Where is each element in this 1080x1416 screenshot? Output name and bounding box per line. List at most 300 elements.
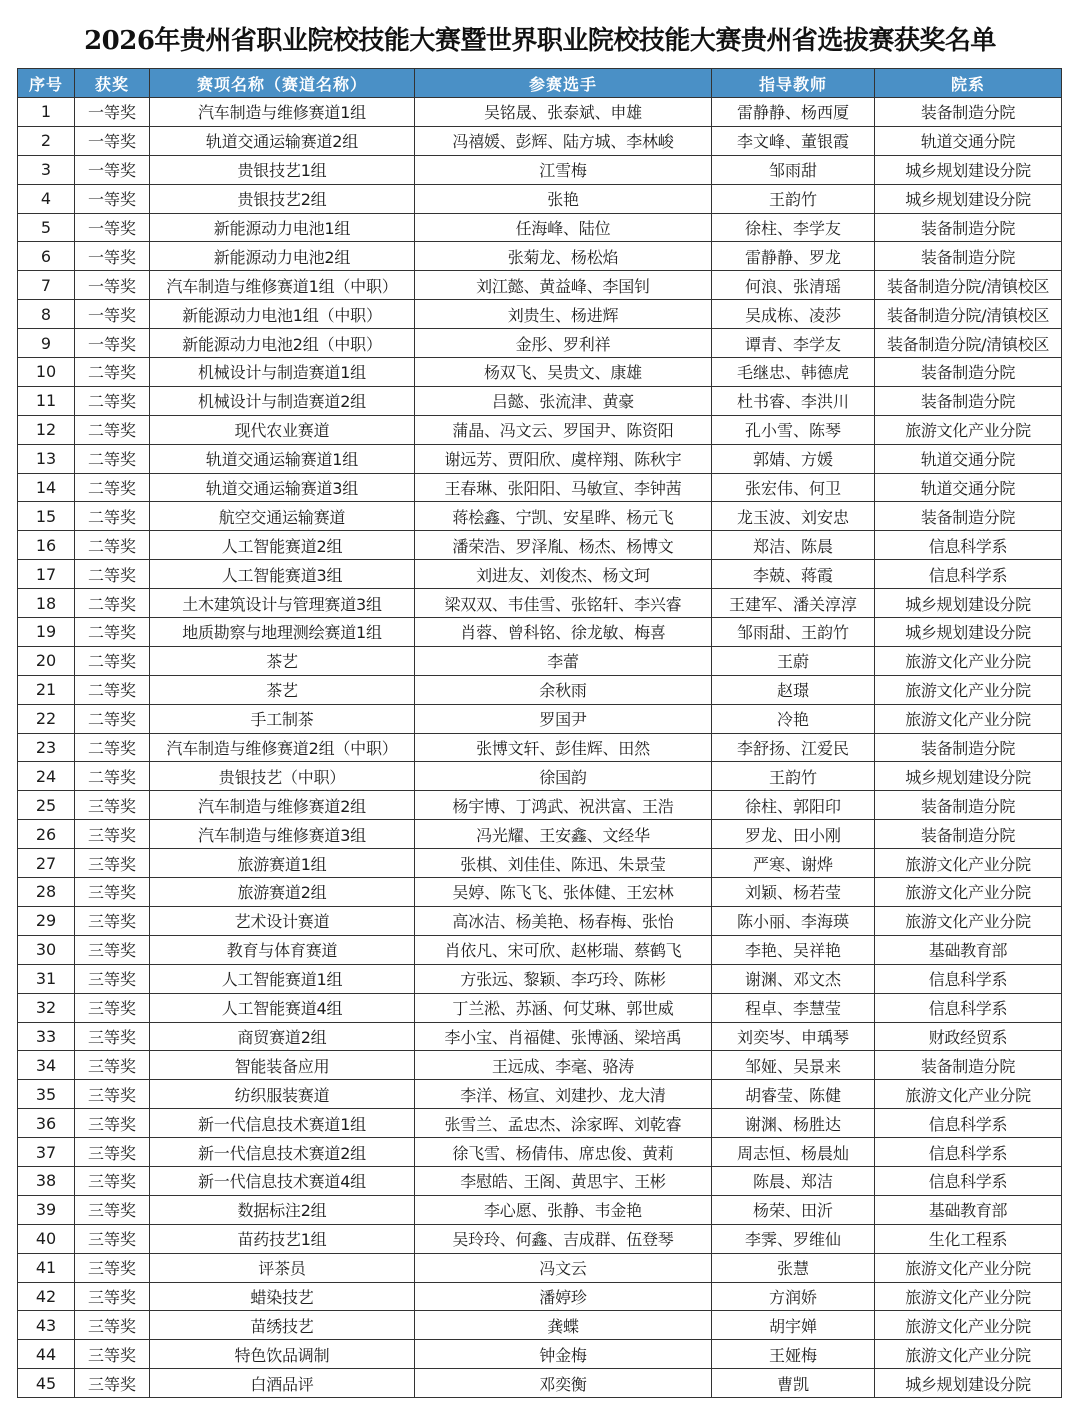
cell-department: 信息科学系 [875,1109,1062,1138]
cell-teachers: 张宏伟、何卫 [712,473,875,502]
table-row [18,213,1062,242]
cell-students: 徐国韵 [415,762,712,791]
cell-students: 方张远、黎颖、李巧玲、陈彬 [415,964,712,993]
cell-department: 轨道交通分院 [875,444,1062,473]
cell-students: 谢远芳、贾阳欣、虞梓翔、陈秋宇 [415,444,712,473]
table-row [18,589,1062,618]
cell-award: 二等奖 [75,589,150,618]
cell-department: 装备制造分院 [875,213,1062,242]
cell-students: 冯禧媛、彭辉、陆方城、李林峻 [415,126,712,155]
cell-event: 贵银技艺1组 [150,155,415,184]
cell-department: 装备制造分院 [875,386,1062,415]
cell-teachers: 罗龙、田小刚 [712,820,875,849]
cell-number: 26 [18,820,75,849]
column-header-award: 获奖 [75,69,150,98]
table-row [18,1138,1062,1167]
cell-teachers: 曹凯 [712,1369,875,1398]
cell-department: 城乡规划建设分院 [875,618,1062,647]
cell-event: 新能源动力电池2组 [150,242,415,271]
cell-students: 金彤、罗利祥 [415,329,712,358]
cell-event: 纺织服装赛道 [150,1080,415,1109]
column-header-teachers: 指导教师 [712,69,875,98]
cell-number: 40 [18,1224,75,1253]
cell-number: 19 [18,618,75,647]
cell-event: 特色饮品调制 [150,1340,415,1369]
cell-department: 装备制造分院 [875,242,1062,271]
cell-teachers: 刘奕岑、申瑀琴 [712,1022,875,1051]
cell-award: 三等奖 [75,1022,150,1051]
cell-students: 杨双飞、吴贵文、康雄 [415,358,712,387]
cell-event: 航空交通运输赛道 [150,502,415,531]
cell-number: 24 [18,762,75,791]
cell-number: 29 [18,906,75,935]
cell-number: 7 [18,271,75,300]
cell-award: 三等奖 [75,820,150,849]
cell-award: 三等奖 [75,1195,150,1224]
cell-department: 信息科学系 [875,1166,1062,1195]
cell-number: 36 [18,1109,75,1138]
cell-students: 江雪梅 [415,155,712,184]
cell-award: 三等奖 [75,1253,150,1282]
cell-award: 二等奖 [75,675,150,704]
cell-department: 基础教育部 [875,1195,1062,1224]
cell-teachers: 陈晨、郑洁 [712,1166,875,1195]
table-row [18,733,1062,762]
cell-event: 人工智能赛道3组 [150,560,415,589]
cell-event: 汽车制造与维修赛道1组（中职） [150,271,415,300]
column-header-department: 院系 [875,69,1062,98]
table-row [18,675,1062,704]
cell-number: 2 [18,126,75,155]
cell-event: 新能源动力电池1组 [150,213,415,242]
cell-teachers: 雷静静、杨西厦 [712,98,875,127]
cell-teachers: 方润娇 [712,1282,875,1311]
cell-students: 潘荣浩、罗泽胤、杨杰、杨博文 [415,531,712,560]
cell-teachers: 谢渊、邓文杰 [712,964,875,993]
cell-award: 一等奖 [75,213,150,242]
table-row [18,98,1062,127]
cell-number: 39 [18,1195,75,1224]
cell-teachers: 李霁、罗维仙 [712,1224,875,1253]
cell-students: 吕懿、张流津、黄豪 [415,386,712,415]
cell-award: 三等奖 [75,906,150,935]
table-row [18,1022,1062,1051]
cell-students: 刘进友、刘俊杰、杨文珂 [415,560,712,589]
cell-students: 余秋雨 [415,675,712,704]
cell-department: 旅游文化产业分院 [875,704,1062,733]
cell-number: 8 [18,300,75,329]
cell-students: 钟金梅 [415,1340,712,1369]
cell-number: 33 [18,1022,75,1051]
cell-students: 吴铭晟、张泰斌、申雄 [415,98,712,127]
cell-number: 43 [18,1311,75,1340]
cell-department: 旅游文化产业分院 [875,646,1062,675]
cell-event: 智能装备应用 [150,1051,415,1080]
cell-award: 三等奖 [75,1051,150,1080]
cell-event: 数据标注2组 [150,1195,415,1224]
cell-number: 22 [18,704,75,733]
cell-teachers: 李舒扬、江爱民 [712,733,875,762]
cell-number: 45 [18,1369,75,1398]
cell-event: 茶艺 [150,646,415,675]
cell-number: 25 [18,791,75,820]
table-row [18,300,1062,329]
cell-award: 二等奖 [75,473,150,502]
cell-award: 三等奖 [75,1224,150,1253]
table-row [18,531,1062,560]
cell-teachers: 郑洁、陈晨 [712,531,875,560]
table-row [18,358,1062,387]
cell-event: 汽车制造与维修赛道2组 [150,791,415,820]
table-row [18,1224,1062,1253]
cell-department: 装备制造分院 [875,98,1062,127]
cell-department: 信息科学系 [875,993,1062,1022]
cell-number: 37 [18,1138,75,1167]
cell-event: 旅游赛道2组 [150,878,415,907]
cell-teachers: 孔小雪、陈琴 [712,415,875,444]
cell-award: 二等奖 [75,762,150,791]
cell-award: 三等奖 [75,1109,150,1138]
table-row [18,1051,1062,1080]
cell-event: 轨道交通运输赛道1组 [150,444,415,473]
cell-department: 旅游文化产业分院 [875,1311,1062,1340]
table-row [18,964,1062,993]
table-row [18,1080,1062,1109]
cell-event: 土木建筑设计与管理赛道3组 [150,589,415,618]
table-row [18,1195,1062,1224]
cell-students: 刘贵生、杨进辉 [415,300,712,329]
cell-award: 二等奖 [75,531,150,560]
cell-teachers: 王娅梅 [712,1340,875,1369]
cell-department: 轨道交通分院 [875,473,1062,502]
cell-number: 31 [18,964,75,993]
cell-department: 旅游文化产业分院 [875,906,1062,935]
cell-number: 23 [18,733,75,762]
cell-number: 10 [18,358,75,387]
table-row [18,1282,1062,1311]
table-row [18,329,1062,358]
table-row [18,646,1062,675]
cell-event: 蜡染技艺 [150,1282,415,1311]
cell-students: 杨宇博、丁鸿武、祝洪富、王浩 [415,791,712,820]
cell-number: 9 [18,329,75,358]
cell-number: 34 [18,1051,75,1080]
cell-event: 新一代信息技术赛道1组 [150,1109,415,1138]
cell-department: 信息科学系 [875,1138,1062,1167]
cell-teachers: 谢渊、杨胜达 [712,1109,875,1138]
cell-event: 机械设计与制造赛道1组 [150,358,415,387]
cell-award: 三等奖 [75,849,150,878]
cell-department: 财政经贸系 [875,1022,1062,1051]
cell-teachers: 胡睿莹、陈健 [712,1080,875,1109]
cell-event: 人工智能赛道1组 [150,964,415,993]
cell-award: 二等奖 [75,444,150,473]
cell-department: 装备制造分院 [875,502,1062,531]
cell-number: 27 [18,849,75,878]
cell-event: 白酒品评 [150,1369,415,1398]
cell-event: 评茶员 [150,1253,415,1282]
cell-teachers: 杨荣、田沂 [712,1195,875,1224]
cell-number: 20 [18,646,75,675]
table-row [18,1340,1062,1369]
column-header-number: 序号 [18,69,75,98]
cell-award: 一等奖 [75,126,150,155]
cell-students: 张雪兰、孟忠杰、涂家晖、刘乾睿 [415,1109,712,1138]
cell-award: 三等奖 [75,1080,150,1109]
cell-department: 旅游文化产业分院 [875,675,1062,704]
cell-number: 13 [18,444,75,473]
cell-teachers: 吴成栋、凌莎 [712,300,875,329]
cell-event: 机械设计与制造赛道2组 [150,386,415,415]
cell-number: 11 [18,386,75,415]
cell-department: 基础教育部 [875,935,1062,964]
cell-teachers: 张慧 [712,1253,875,1282]
cell-students: 蒋桧鑫、宁凯、安星晔、杨元飞 [415,502,712,531]
cell-students: 高冰洁、杨美艳、杨春梅、张怡 [415,906,712,935]
table-row [18,906,1062,935]
cell-students: 徐飞雪、杨倩伟、席忠俊、黄莉 [415,1138,712,1167]
cell-students: 肖蓉、曾科铭、徐龙敏、梅喜 [415,618,712,647]
cell-number: 28 [18,878,75,907]
cell-event: 艺术设计赛道 [150,906,415,935]
cell-students: 李心愿、张静、韦金艳 [415,1195,712,1224]
cell-number: 30 [18,935,75,964]
cell-students: 梁双双、韦佳雪、张铭轩、李兴睿 [415,589,712,618]
cell-award: 三等奖 [75,1166,150,1195]
table-row [18,271,1062,300]
cell-award: 三等奖 [75,1282,150,1311]
cell-department: 城乡规划建设分院 [875,1369,1062,1398]
table-row [18,155,1062,184]
cell-event: 人工智能赛道4组 [150,993,415,1022]
cell-award: 一等奖 [75,155,150,184]
cell-teachers: 陈小丽、李海瑛 [712,906,875,935]
cell-teachers: 李艳、吴祥艳 [712,935,875,964]
table-row [18,560,1062,589]
cell-teachers: 严寒、谢烨 [712,849,875,878]
cell-number: 38 [18,1166,75,1195]
cell-department: 城乡规划建设分院 [875,155,1062,184]
cell-students: 邓奕衡 [415,1369,712,1398]
cell-teachers: 赵璟 [712,675,875,704]
cell-students: 李洋、杨宣、刘建抄、龙大清 [415,1080,712,1109]
cell-students: 吴婷、陈飞飞、张体健、王宏林 [415,878,712,907]
cell-students: 罗国尹 [415,704,712,733]
cell-award: 二等奖 [75,386,150,415]
cell-event: 地质勘察与地理测绘赛道1组 [150,618,415,647]
cell-event: 商贸赛道2组 [150,1022,415,1051]
cell-teachers: 邹雨甜、王韵竹 [712,618,875,647]
cell-students: 任海峰、陆位 [415,213,712,242]
table-row [18,820,1062,849]
cell-department: 旅游文化产业分院 [875,415,1062,444]
cell-department: 旅游文化产业分院 [875,849,1062,878]
cell-event: 汽车制造与维修赛道3组 [150,820,415,849]
cell-award: 二等奖 [75,733,150,762]
cell-teachers: 李兢、蒋霞 [712,560,875,589]
cell-students: 丁兰淞、苏涵、何艾琳、郭世威 [415,993,712,1022]
cell-teachers: 郭婧、方媛 [712,444,875,473]
table-row [18,444,1062,473]
cell-students: 王远成、李毫、骆涛 [415,1051,712,1080]
cell-students: 李小宝、肖福健、张博涵、梁培禹 [415,1022,712,1051]
cell-department: 装备制造分院 [875,791,1062,820]
cell-department: 装备制造分院 [875,820,1062,849]
cell-event: 旅游赛道1组 [150,849,415,878]
cell-teachers: 王韵竹 [712,762,875,791]
cell-event: 苗药技艺1组 [150,1224,415,1253]
table-row [18,618,1062,647]
cell-award: 三等奖 [75,1138,150,1167]
cell-number: 17 [18,560,75,589]
cell-award: 二等奖 [75,646,150,675]
table-row [18,1311,1062,1340]
cell-event: 现代农业赛道 [150,415,415,444]
cell-award: 三等奖 [75,993,150,1022]
cell-students: 冯文云 [415,1253,712,1282]
table-row [18,1369,1062,1398]
cell-teachers: 徐柱、李学友 [712,213,875,242]
cell-award: 三等奖 [75,791,150,820]
cell-students: 冯光耀、王安鑫、文经华 [415,820,712,849]
table-row [18,849,1062,878]
cell-number: 14 [18,473,75,502]
cell-event: 新一代信息技术赛道2组 [150,1138,415,1167]
cell-award: 一等奖 [75,98,150,127]
cell-award: 三等奖 [75,935,150,964]
cell-number: 35 [18,1080,75,1109]
cell-event: 汽车制造与维修赛道2组（中职） [150,733,415,762]
cell-number: 18 [18,589,75,618]
cell-department: 城乡规划建设分院 [875,762,1062,791]
cell-students: 李蕾 [415,646,712,675]
cell-award: 二等奖 [75,618,150,647]
cell-award: 三等奖 [75,964,150,993]
cell-award: 三等奖 [75,1340,150,1369]
table-row [18,791,1062,820]
cell-students: 刘江懿、黄益峰、李国钊 [415,271,712,300]
cell-teachers: 邹雨甜 [712,155,875,184]
cell-department: 轨道交通分院 [875,126,1062,155]
cell-award: 三等奖 [75,878,150,907]
cell-number: 12 [18,415,75,444]
cell-award: 一等奖 [75,242,150,271]
table-body [18,98,1062,1398]
cell-number: 32 [18,993,75,1022]
table-row [18,1109,1062,1138]
cell-teachers: 胡宇婵 [712,1311,875,1340]
cell-students: 张博文轩、彭佳辉、田然 [415,733,712,762]
cell-department: 旅游文化产业分院 [875,1340,1062,1369]
cell-department: 旅游文化产业分院 [875,1253,1062,1282]
cell-teachers: 王蔚 [712,646,875,675]
cell-award: 二等奖 [75,415,150,444]
cell-number: 42 [18,1282,75,1311]
cell-students: 王春琳、张阳阳、马敏宣、李钟茜 [415,473,712,502]
cell-teachers: 王韵竹 [712,184,875,213]
cell-students: 李慰皓、王阁、黄思宇、王彬 [415,1166,712,1195]
cell-event: 轨道交通运输赛道2组 [150,126,415,155]
table-row [18,1166,1062,1195]
cell-department: 装备制造分院 [875,1051,1062,1080]
cell-event: 茶艺 [150,675,415,704]
cell-students: 蒲晶、冯文云、罗国尹、陈资阳 [415,415,712,444]
cell-department: 旅游文化产业分院 [875,1080,1062,1109]
cell-event: 贵银技艺（中职） [150,762,415,791]
table-row [18,762,1062,791]
cell-teachers: 冷艳 [712,704,875,733]
cell-number: 16 [18,531,75,560]
cell-department: 旅游文化产业分院 [875,878,1062,907]
cell-award: 一等奖 [75,329,150,358]
cell-event: 汽车制造与维修赛道1组 [150,98,415,127]
cell-number: 6 [18,242,75,271]
table-row [18,704,1062,733]
table-row [18,502,1062,531]
cell-number: 4 [18,184,75,213]
column-header-event: 赛项名称（赛道名称） [150,69,415,98]
cell-department: 城乡规划建设分院 [875,589,1062,618]
cell-number: 44 [18,1340,75,1369]
cell-event: 教育与体育赛道 [150,935,415,964]
cell-students: 张菊龙、杨松焰 [415,242,712,271]
cell-department: 城乡规划建设分院 [875,184,1062,213]
cell-department: 装备制造分院 [875,358,1062,387]
table-row [18,993,1062,1022]
cell-students: 张艳 [415,184,712,213]
cell-number: 5 [18,213,75,242]
cell-number: 3 [18,155,75,184]
cell-award: 一等奖 [75,271,150,300]
page-title: 2026年贵州省职业院校技能大赛暨世界职业院校技能大赛贵州省选拔赛获奖名单 [84,26,996,56]
cell-teachers: 龙玉波、刘安忠 [712,502,875,531]
cell-award: 二等奖 [75,704,150,733]
cell-department: 装备制造分院/清镇校区 [875,300,1062,329]
cell-students: 张棋、刘佳佳、陈迅、朱景莹 [415,849,712,878]
award-table [17,68,1062,1398]
cell-teachers: 王建军、潘关淳淳 [712,589,875,618]
column-header-students: 参赛选手 [415,69,712,98]
cell-number: 21 [18,675,75,704]
cell-teachers: 雷静静、罗龙 [712,242,875,271]
cell-department: 装备制造分院 [875,733,1062,762]
cell-students: 龚蝶 [415,1311,712,1340]
cell-award: 一等奖 [75,300,150,329]
table-row [18,473,1062,502]
cell-award: 二等奖 [75,358,150,387]
cell-teachers: 谭青、李学友 [712,329,875,358]
cell-department: 装备制造分院/清镇校区 [875,271,1062,300]
cell-event: 新能源动力电池1组（中职） [150,300,415,329]
cell-teachers: 李文峰、董银霞 [712,126,875,155]
cell-department: 信息科学系 [875,560,1062,589]
cell-teachers: 杜书睿、李洪川 [712,386,875,415]
cell-teachers: 程卓、李慧莹 [712,993,875,1022]
cell-award: 三等奖 [75,1369,150,1398]
cell-teachers: 徐柱、郭阳印 [712,791,875,820]
cell-event: 苗绣技艺 [150,1311,415,1340]
cell-event: 新能源动力电池2组（中职） [150,329,415,358]
table-row [18,184,1062,213]
cell-number: 15 [18,502,75,531]
table-row [18,935,1062,964]
cell-department: 信息科学系 [875,531,1062,560]
cell-event: 人工智能赛道2组 [150,531,415,560]
cell-event: 贵银技艺2组 [150,184,415,213]
cell-teachers: 刘颖、杨若莹 [712,878,875,907]
cell-number: 1 [18,98,75,127]
cell-teachers: 邹娅、吴景来 [712,1051,875,1080]
